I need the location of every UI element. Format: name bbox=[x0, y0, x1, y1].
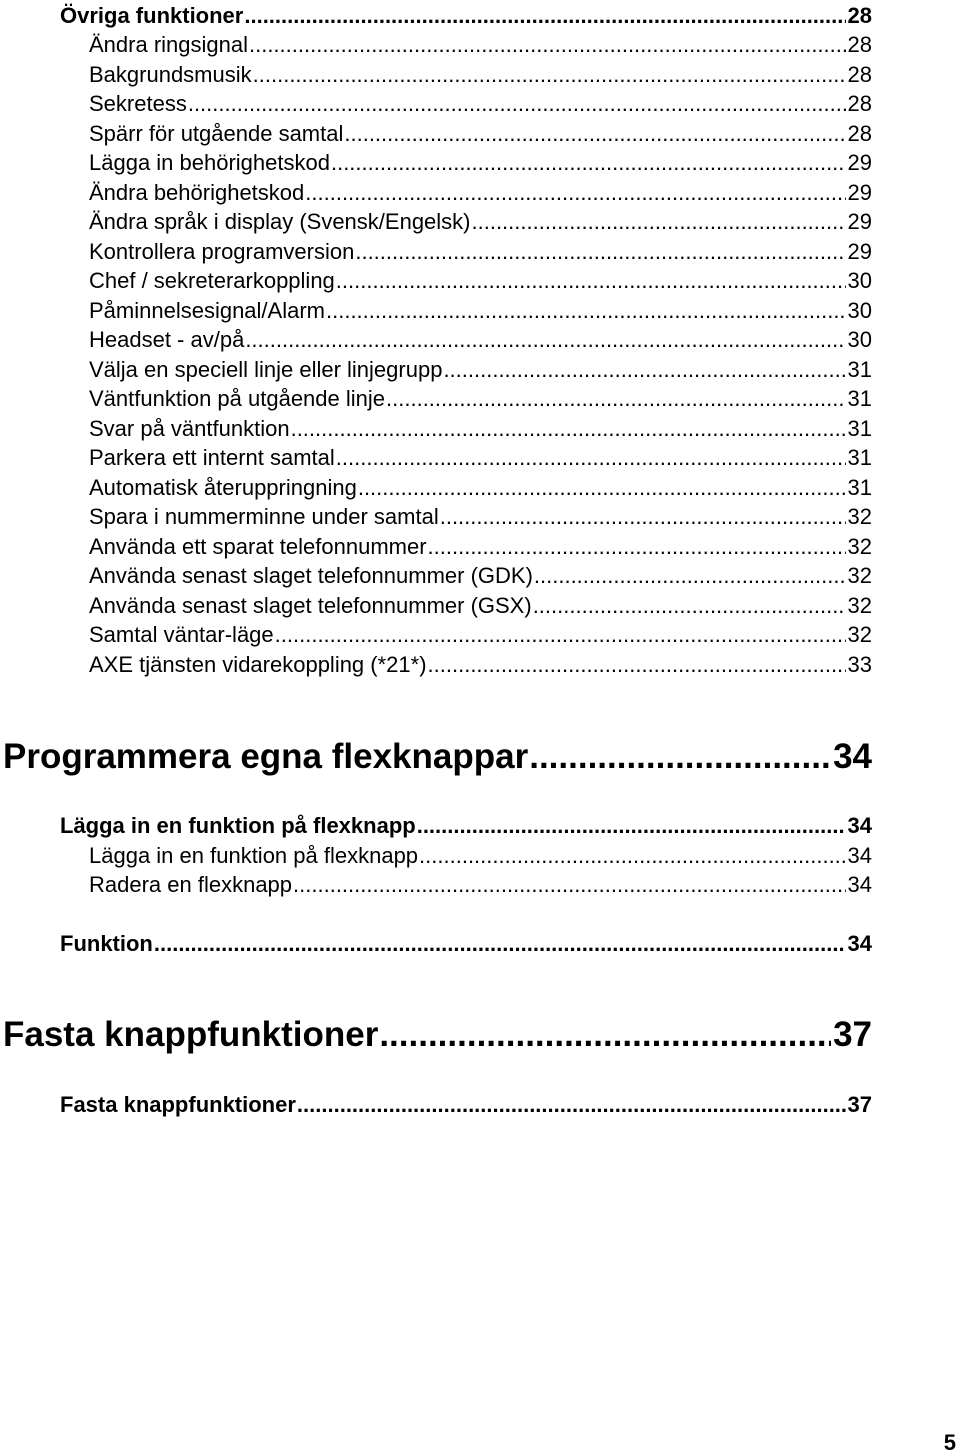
toc-entry-automatisk-ateruppringning[interactable] bbox=[0, 475, 872, 500]
toc-label: Samtal väntar-läge bbox=[89, 622, 274, 647]
toc-leader bbox=[291, 416, 846, 441]
toc-entry-headset[interactable] bbox=[0, 327, 872, 352]
toc-entry-paminnelsesignal[interactable] bbox=[0, 298, 872, 323]
toc-entry-lagga-in-funktion-bold[interactable] bbox=[0, 813, 872, 838]
toc-leader bbox=[154, 931, 846, 956]
toc-leader bbox=[253, 62, 846, 87]
toc-page: 34 bbox=[847, 813, 872, 838]
toc-leader bbox=[331, 150, 846, 175]
toc-entry-spara-nummerminne[interactable] bbox=[0, 504, 872, 529]
toc-page: 28 bbox=[847, 91, 872, 116]
toc-page: 30 bbox=[847, 327, 872, 352]
toc-leader bbox=[419, 843, 845, 868]
toc-page: 33 bbox=[847, 652, 872, 677]
toc-page: 37 bbox=[847, 1092, 872, 1117]
toc-leader bbox=[379, 1015, 831, 1055]
toc-label: Spärr för utgående samtal bbox=[89, 121, 344, 146]
toc-page: 29 bbox=[847, 150, 872, 175]
toc-page: 28 bbox=[847, 121, 872, 146]
toc-label: Använda ett sparat telefonnummer bbox=[89, 534, 427, 559]
toc-entry-radera-flexknapp[interactable] bbox=[0, 872, 872, 897]
toc-entry-sparr-utgaende[interactable] bbox=[0, 121, 872, 146]
toc-page: 29 bbox=[847, 180, 872, 205]
toc-entry-anvanda-sparat[interactable] bbox=[0, 534, 872, 559]
toc-label: Använda senast slaget telefonnummer (GSX) bbox=[89, 593, 532, 618]
toc-entry-axe-vidarekoppling[interactable] bbox=[0, 652, 872, 677]
toc-label: Ändra ringsignal bbox=[89, 32, 248, 57]
toc-entry-andra-sprak[interactable] bbox=[0, 209, 872, 234]
toc-entry-senast-slaget-gsx[interactable] bbox=[0, 593, 872, 618]
toc-label: Fasta knappfunktioner bbox=[3, 1015, 379, 1054]
toc-leader bbox=[249, 32, 846, 57]
toc-label: Funktion bbox=[60, 931, 153, 956]
toc-chapter-fasta-knappfunktioner[interactable] bbox=[0, 1015, 872, 1055]
toc-page: 29 bbox=[847, 239, 872, 264]
toc-label: Kontrollera programversion bbox=[89, 239, 355, 264]
toc-page: 31 bbox=[847, 475, 872, 500]
toc-label: Programmera egna flexknappar bbox=[3, 737, 529, 776]
toc-leader bbox=[417, 813, 846, 838]
toc-entry-bakgrundsmusik[interactable] bbox=[0, 62, 872, 87]
toc-leader bbox=[326, 298, 846, 323]
toc-entry-kontrollera-programversion[interactable] bbox=[0, 239, 872, 264]
toc-leader bbox=[336, 445, 846, 470]
toc-label: Ändra språk i display (Svensk/Engelsk) bbox=[89, 209, 471, 234]
toc-label: Parkera ett internt samtal bbox=[89, 445, 335, 470]
toc-entry-fasta-knappfunktioner[interactable] bbox=[0, 1092, 872, 1117]
toc-page: 31 bbox=[847, 386, 872, 411]
toc-page: 31 bbox=[847, 416, 872, 441]
toc-label: Fasta knappfunktioner bbox=[60, 1092, 296, 1117]
toc-entry-valja-linje[interactable] bbox=[0, 357, 872, 382]
toc-leader bbox=[428, 534, 846, 559]
toc-page: 32 bbox=[847, 534, 872, 559]
toc-leader bbox=[534, 563, 846, 588]
toc-label: Övriga funktioner bbox=[60, 3, 244, 28]
toc-page: 34 bbox=[847, 872, 872, 897]
toc-entry-lagga-in-funktion[interactable] bbox=[0, 843, 872, 868]
toc-entry-funktion[interactable] bbox=[0, 931, 872, 956]
toc-leader bbox=[428, 652, 846, 677]
toc-page: 37 bbox=[833, 1015, 872, 1054]
toc-leader bbox=[440, 504, 846, 529]
toc-leader bbox=[355, 239, 845, 264]
toc-label: Lägga in en funktion på flexknapp bbox=[60, 813, 416, 838]
toc-page: 29 bbox=[847, 209, 872, 234]
toc-leader bbox=[386, 386, 846, 411]
toc-page: 32 bbox=[847, 593, 872, 618]
toc-leader bbox=[533, 593, 846, 618]
toc-entry-andra-ringsignal[interactable] bbox=[0, 32, 872, 57]
toc-entry-ovriga-funktioner[interactable] bbox=[0, 3, 872, 28]
toc-label: Lägga in en funktion på flexknapp bbox=[89, 843, 419, 868]
toc-page: 34 bbox=[847, 931, 872, 956]
toc-leader bbox=[472, 209, 846, 234]
toc-page: 34 bbox=[847, 843, 872, 868]
toc-label: Sekretess bbox=[89, 91, 187, 116]
toc-label: Headset - av/på bbox=[89, 327, 245, 352]
toc-page: 32 bbox=[847, 504, 872, 529]
toc-leader bbox=[188, 91, 846, 116]
toc-label: Välja en speciell linje eller linjegrupp bbox=[89, 357, 443, 382]
toc-entry-sekretess[interactable] bbox=[0, 91, 872, 116]
toc-page: 32 bbox=[847, 563, 872, 588]
toc-label: Automatisk återuppringning bbox=[89, 475, 357, 500]
toc-entry-senast-slaget-gdk[interactable] bbox=[0, 563, 872, 588]
page-number: 5 bbox=[943, 1430, 956, 1455]
toc-label: Påminnelsesignal/Alarm bbox=[89, 298, 325, 323]
toc-entry-samtal-vantar[interactable] bbox=[0, 622, 872, 647]
toc-label: Väntfunktion på utgående linje bbox=[89, 386, 386, 411]
toc-leader bbox=[336, 268, 846, 293]
toc-label: Svar på väntfunktion bbox=[89, 416, 290, 441]
toc-page: 28 bbox=[847, 3, 872, 28]
toc-page: 28 bbox=[847, 32, 872, 57]
toc-label: Radera en flexknapp bbox=[89, 872, 293, 897]
toc-page: 28 bbox=[847, 62, 872, 87]
toc-label: Bakgrundsmusik bbox=[89, 62, 252, 87]
toc-entry-lagga-in-behorighetskod[interactable] bbox=[0, 150, 872, 175]
toc-label: AXE tjänsten vidarekoppling (*21*) bbox=[89, 652, 427, 677]
toc-leader bbox=[344, 121, 845, 146]
toc-leader bbox=[244, 3, 845, 28]
toc-leader bbox=[529, 737, 831, 777]
toc-label: Lägga in behörighetskod bbox=[89, 150, 330, 175]
toc-entry-vantfunktion-utgaende[interactable] bbox=[0, 386, 872, 411]
toc-chapter-programmera-flexknappar[interactable] bbox=[0, 737, 872, 777]
toc-leader bbox=[245, 327, 845, 352]
toc-entry-chef-sekreterarkoppling[interactable] bbox=[0, 268, 872, 293]
toc-page: 30 bbox=[847, 268, 872, 293]
toc-entry-andra-behorighetskod[interactable] bbox=[0, 180, 872, 205]
toc-page: 30 bbox=[847, 298, 872, 323]
toc-leader bbox=[443, 357, 845, 382]
toc-page: 31 bbox=[847, 445, 872, 470]
toc-leader bbox=[305, 180, 845, 205]
toc-entry-svar-vantfunktion[interactable] bbox=[0, 416, 872, 441]
toc-label: Spara i nummerminne under samtal bbox=[89, 504, 439, 529]
toc-label: Chef / sekreterarkoppling bbox=[89, 268, 335, 293]
toc-page: 32 bbox=[847, 622, 872, 647]
toc-page: 34 bbox=[833, 737, 872, 776]
toc-label: Använda senast slaget telefonnummer (GDK) bbox=[89, 563, 533, 588]
toc-leader bbox=[293, 872, 845, 897]
toc-label: Ändra behörighetskod bbox=[89, 180, 305, 205]
toc-leader bbox=[358, 475, 846, 500]
toc-page: 31 bbox=[847, 357, 872, 382]
toc-leader bbox=[297, 1092, 846, 1117]
toc-entry-parkera-samtal[interactable] bbox=[0, 445, 872, 470]
toc-leader bbox=[275, 622, 846, 647]
